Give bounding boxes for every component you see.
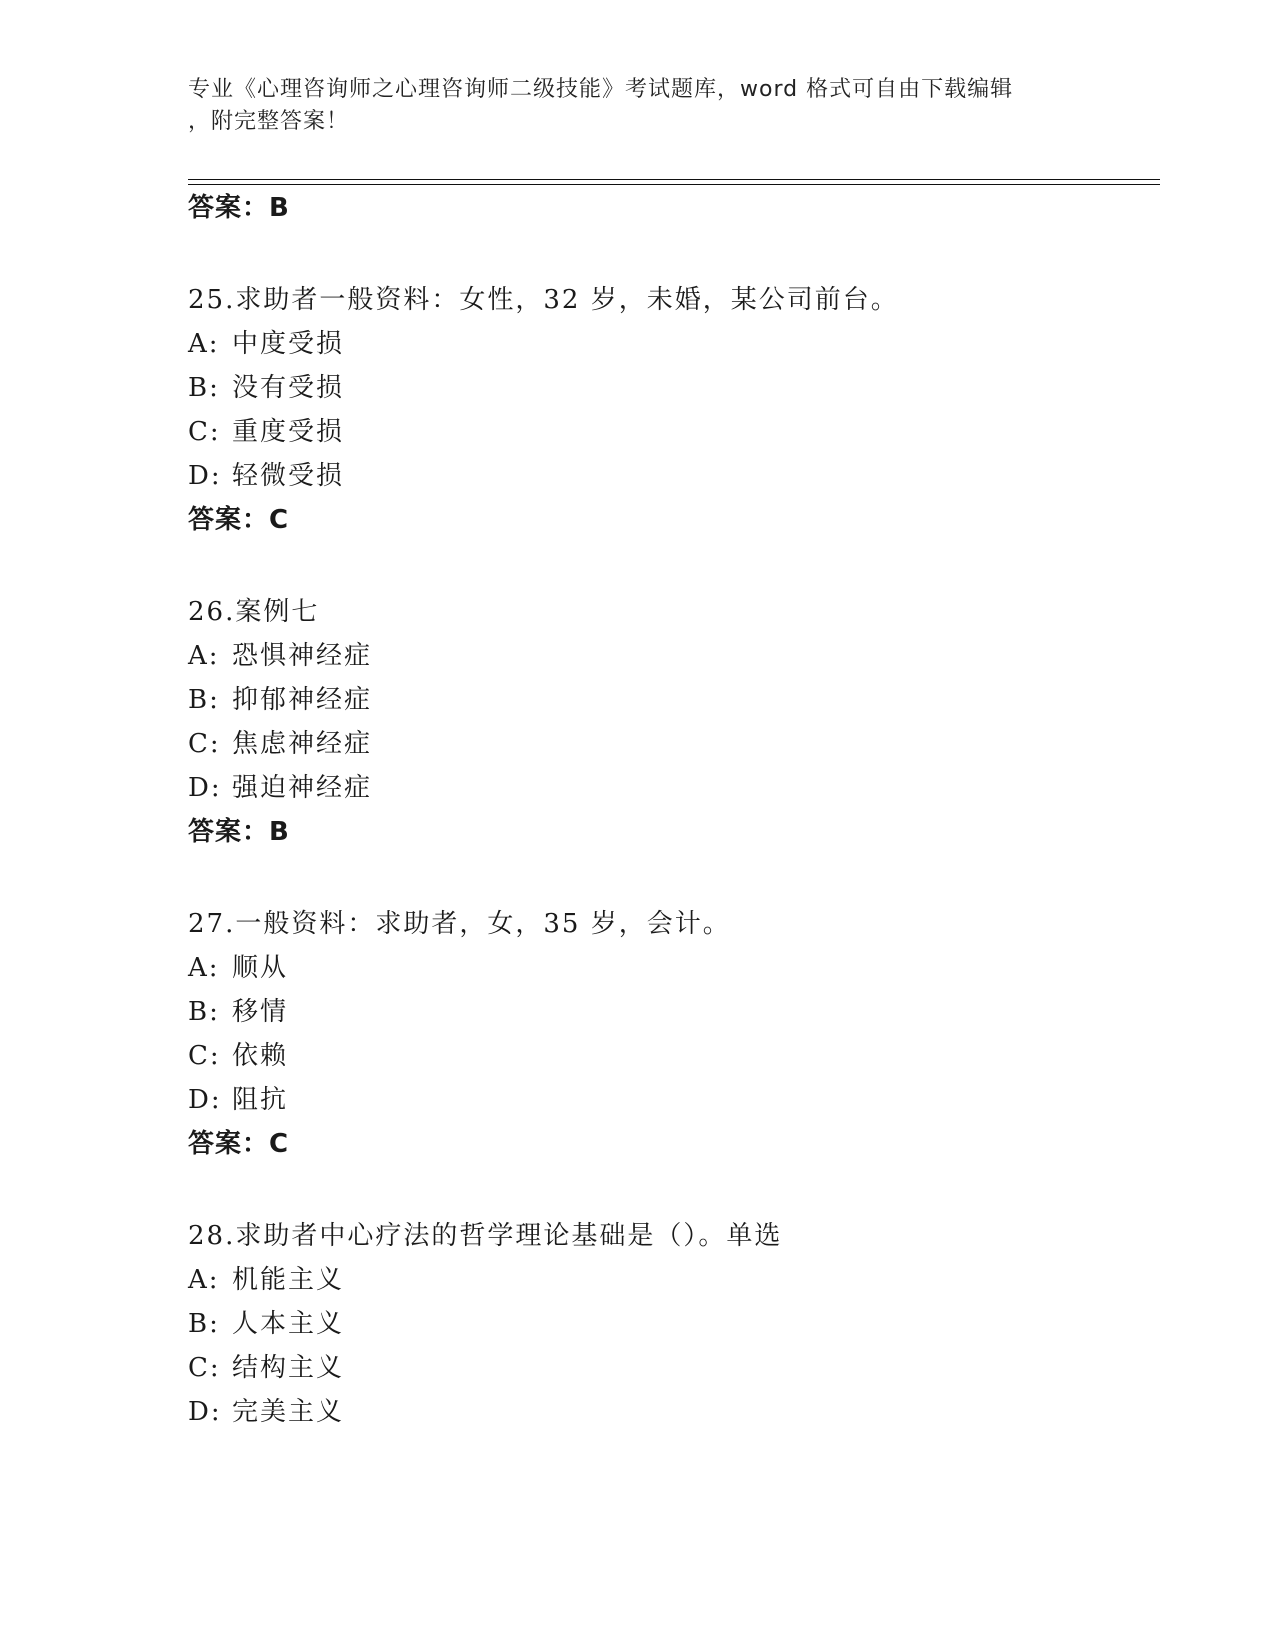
option-text: 轻微受损 bbox=[232, 461, 345, 491]
option-text: 完美主义 bbox=[232, 1397, 345, 1427]
option-row bbox=[188, 459, 344, 493]
option-key: D: bbox=[188, 773, 222, 803]
option-text: 顺从 bbox=[232, 953, 289, 983]
option-row bbox=[188, 951, 288, 985]
option-key: D: bbox=[188, 1085, 222, 1115]
option-text: 移情 bbox=[232, 997, 289, 1027]
option-row bbox=[188, 639, 372, 673]
option-key: B: bbox=[188, 373, 220, 403]
option-text: 恐惧神经症 bbox=[232, 641, 373, 671]
option-row bbox=[188, 1263, 344, 1297]
option-row bbox=[188, 1083, 288, 1117]
option-text: 重度受损 bbox=[232, 417, 345, 447]
question-stem: 26.案例七 bbox=[188, 597, 320, 627]
option-row bbox=[188, 1307, 344, 1341]
option-key: D: bbox=[188, 1397, 222, 1427]
option-key: A: bbox=[188, 641, 220, 671]
option-key: B: bbox=[188, 1309, 220, 1339]
option-row bbox=[188, 371, 344, 405]
answer-line: 答案：C bbox=[188, 1129, 290, 1159]
option-key: A: bbox=[188, 329, 220, 359]
option-row bbox=[188, 1039, 288, 1073]
option-key: D: bbox=[188, 461, 222, 491]
option-row bbox=[188, 771, 372, 805]
option-key: B: bbox=[188, 685, 220, 715]
answer-line: 答案：B bbox=[188, 817, 290, 847]
question-stem: 25.求助者一般资料：女性，32 岁，未婚，某公司前台。 bbox=[188, 285, 899, 315]
option-row bbox=[188, 1395, 344, 1429]
question-stem: 27.一般资料：求助者，女，35 岁，会计。 bbox=[188, 909, 731, 939]
option-text: 强迫神经症 bbox=[232, 773, 373, 803]
option-text: 结构主义 bbox=[232, 1353, 345, 1383]
option-row bbox=[188, 995, 288, 1029]
option-key: C: bbox=[188, 1041, 221, 1071]
option-row bbox=[188, 727, 372, 761]
option-key: C: bbox=[188, 417, 221, 447]
question-stem: 28.求助者中心疗法的哲学理论基础是（）。单选 bbox=[188, 1221, 783, 1251]
header-line-1: 专业《心理咨询师之心理咨询师二级技能》考试题库，word 格式可自由下载编辑 bbox=[188, 77, 1014, 102]
option-key: A: bbox=[188, 953, 220, 983]
option-row bbox=[188, 683, 372, 717]
option-text: 依赖 bbox=[232, 1041, 289, 1071]
header-divider-bottom bbox=[188, 184, 1160, 185]
answer-line: 答案：C bbox=[188, 505, 290, 535]
previous-answer: 答案：B bbox=[188, 193, 290, 223]
option-text: 人本主义 bbox=[232, 1309, 345, 1339]
option-row bbox=[188, 415, 344, 449]
option-text: 中度受损 bbox=[232, 329, 345, 359]
option-text: 机能主义 bbox=[232, 1265, 345, 1295]
option-key: A: bbox=[188, 1265, 220, 1295]
option-row bbox=[188, 1351, 344, 1385]
option-text: 抑郁神经症 bbox=[232, 685, 373, 715]
option-key: C: bbox=[188, 1353, 221, 1383]
option-text: 阻抗 bbox=[232, 1085, 289, 1115]
header-divider-top bbox=[188, 179, 1160, 180]
option-text: 焦虑神经症 bbox=[232, 729, 373, 759]
option-key: B: bbox=[188, 997, 220, 1027]
header-line-2: ，附完整答案！ bbox=[188, 109, 350, 134]
option-key: C: bbox=[188, 729, 221, 759]
option-text: 没有受损 bbox=[232, 373, 345, 403]
document-header bbox=[188, 74, 1088, 138]
option-row bbox=[188, 327, 344, 361]
